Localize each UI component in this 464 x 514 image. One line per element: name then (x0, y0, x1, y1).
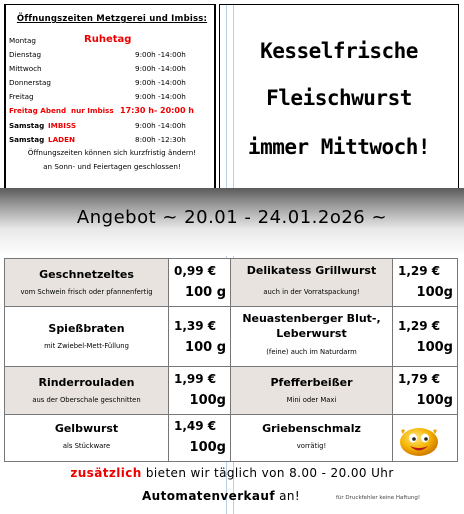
highlight-word: zusätzlich (70, 466, 142, 480)
hours-row (9, 135, 215, 147)
product-price: 1,29 € (398, 264, 441, 278)
hours-time: 9:00h -14:00h (135, 121, 186, 130)
price-cell (393, 259, 457, 307)
hours-time: 8:00h -12:30h (135, 135, 186, 144)
product-price: 1,99 € (174, 372, 217, 386)
hours-note: nur Imbiss (71, 106, 114, 115)
product-grid (4, 258, 458, 462)
product-cell (5, 367, 169, 415)
product-price: 0,99 € (174, 264, 217, 278)
product-description: vom Schwein frisch oder pfannenfertig (20, 288, 153, 296)
product-cell (231, 307, 393, 367)
product-unit: 100g (189, 393, 226, 408)
product-unit: 100g (416, 340, 453, 355)
product-name: Geschnetzeltes (39, 268, 134, 281)
price-cell (393, 367, 457, 415)
hours-row (9, 36, 215, 48)
hours-day: Montag (9, 36, 36, 45)
smiley-face-icon (394, 424, 444, 458)
vending-word: Automatenverkauf (142, 489, 275, 503)
product-name: Gelbwurst (54, 422, 119, 435)
product-name: Rinderrouladen (38, 376, 135, 389)
hours-time: 9:00h -14:00h (135, 92, 186, 101)
vending-line (142, 489, 300, 503)
hours-day: Mittwoch (9, 64, 42, 73)
product-cell (231, 415, 393, 461)
price-cell (169, 307, 231, 367)
hours-day: Samstag (9, 135, 45, 144)
hours-row (9, 92, 215, 104)
price-cell (169, 259, 231, 307)
product-price: 1,39 € (174, 319, 217, 333)
price-cell (169, 367, 231, 415)
hours-day: Freitag Abend (9, 106, 67, 115)
hours-row (9, 106, 215, 118)
hours-time: 9:00h -14:00h (135, 50, 186, 59)
opening-hours-title: Öffnungszeiten Metzgerei und Imbiss: (16, 14, 208, 24)
product-name: Griebenschmalz (262, 422, 361, 435)
hours-row (9, 78, 215, 90)
product-unit: 100g (416, 393, 453, 408)
hours-row (9, 50, 215, 62)
hours-footer-note: Öffnungszeiten können sich kurzfristig ändern! (27, 148, 197, 157)
hours-time: 9:00h -14:00h (135, 78, 186, 87)
product-unit: 100g (189, 440, 226, 455)
product-description: als Stückware (62, 442, 111, 450)
daily-offer-line (0, 466, 464, 480)
hours-row (9, 64, 215, 76)
hours-day: Dienstag (9, 50, 42, 59)
hours-note: LADEN (48, 135, 76, 144)
product-description: Mini oder Maxi (286, 396, 337, 404)
product-description: mit Zwiebel-Mett-Füllung (44, 342, 129, 350)
product-cell (231, 259, 393, 307)
hours-time: 9:00h -14:00h (135, 64, 186, 73)
product-price: 1,79 € (398, 372, 441, 386)
offer-title: Angebot ~ 20.01 - 24.01.2o26 ~ (76, 207, 388, 228)
fleischwurst-banner (219, 4, 459, 188)
vending-text: an! (274, 489, 301, 503)
banner-line: Kesselfrische (260, 39, 418, 63)
opening-hours-box (4, 4, 216, 188)
product-description: (feine) auch im Naturdarm (266, 348, 357, 356)
product-name: Spießbraten (48, 322, 125, 335)
print-error-disclaimer: für Druckfehler keine Haftung! (336, 495, 421, 501)
hours-time: 17:30 h- 20:00 h (120, 106, 194, 115)
product-cell (5, 307, 169, 367)
product-description: aus der Oberschale geschnitten (32, 396, 141, 404)
product-description: vorrätig! (296, 442, 327, 450)
banner-line: Fleischwurst (266, 86, 412, 110)
product-price: 1,49 € (174, 419, 217, 433)
product-unit: 100 g (185, 285, 226, 300)
daily-offer-text: bieten wir täglich von 8.00 - 20.00 Uhr (141, 466, 394, 480)
hours-day: Samstag (9, 121, 45, 130)
hours-row (9, 121, 215, 133)
price-cell (169, 415, 231, 461)
product-name: Delikatess Grillwurst (246, 264, 377, 277)
product-cell (5, 415, 169, 461)
product-cell (5, 259, 169, 307)
price-cell (393, 307, 457, 367)
product-name: Pfefferbeißer (270, 376, 353, 389)
product-unit: 100g (416, 285, 453, 300)
product-price: 1,29 € (398, 319, 441, 333)
monday-closed-note: Ruhetag (84, 34, 132, 45)
product-cell (231, 367, 393, 415)
hours-footer-note: an Sonn- und Feiertagen geschlossen! (43, 162, 181, 171)
product-unit: 100 g (185, 340, 226, 355)
product-name-line2: Leberwurst (276, 327, 347, 340)
hours-day: Freitag (9, 92, 34, 101)
product-name: Neuastenberger Blut-, (242, 312, 381, 325)
product-description: auch in der Vorratspackung! (263, 288, 360, 296)
hours-note: IMBISS (48, 121, 77, 130)
hours-day: Donnerstag (9, 78, 51, 87)
banner-line: immer Mittwoch! (247, 135, 431, 159)
